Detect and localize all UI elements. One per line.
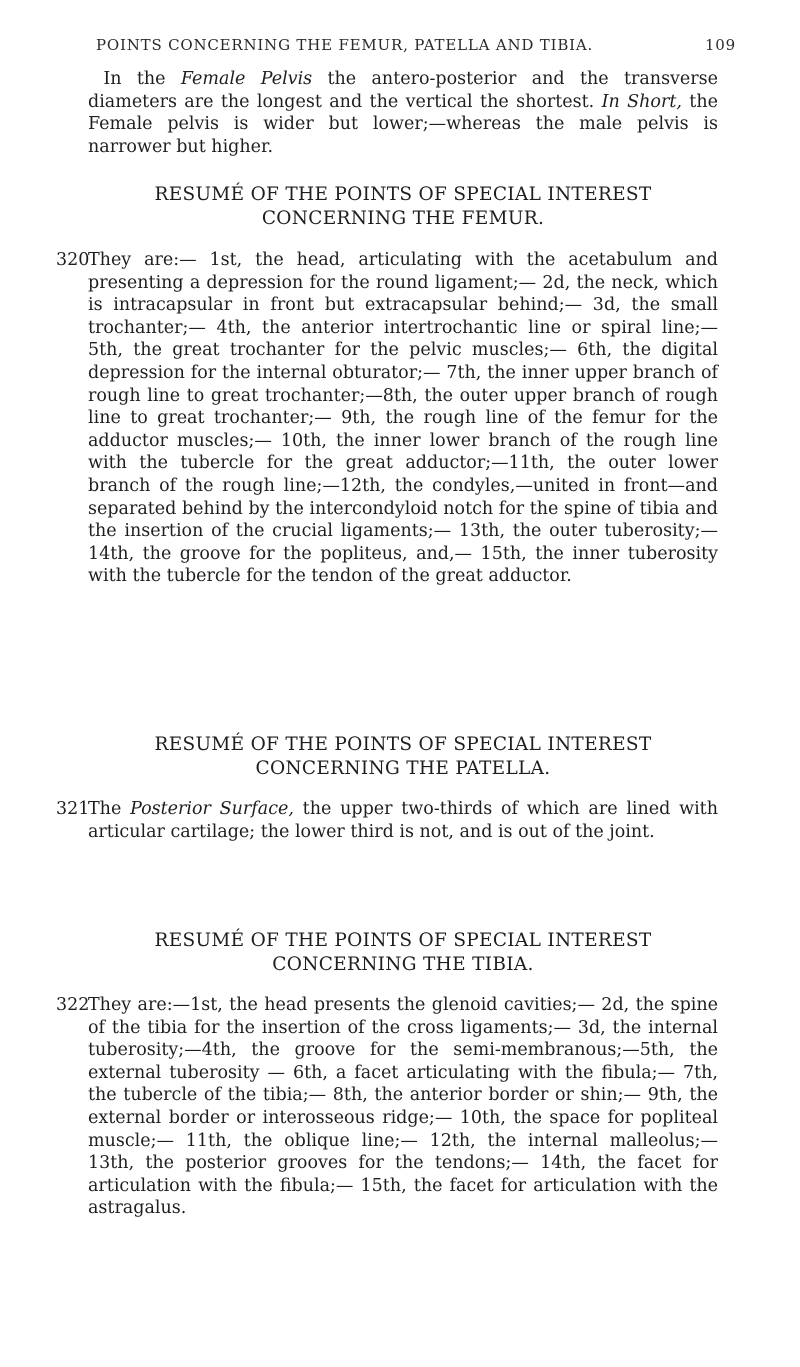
heading-tibia-line2: CONCERNING THE TIBIA. [272,954,534,975]
section-number-321: 321 [56,799,90,819]
heading-tibia [88,929,718,977]
heading-patella-line1: RESUMÉ OF THE POINTS OF SPECIAL INTEREST [154,734,652,755]
section-322 [56,994,718,1220]
running-head [96,36,736,54]
heading-femur-line1: RESUMÉ OF THE POINTS OF SPECIAL INTEREST [154,184,652,205]
section-320 [56,249,718,588]
intro-text-c: the Female pelvis is wider but lower;—whereas the male pelvis is narrower but higher. [88,91,718,157]
intro-sentence-female-pelvis [88,68,718,158]
intro-italic-female-pelvis: Female Pelvis [180,69,313,89]
section-321-text-a: The [88,799,131,819]
heading-tibia-line1: RESUMÉ OF THE POINTS OF SPECIAL INTEREST [154,930,652,951]
section-number-322: 322 [56,995,90,1015]
section-321-italic: Posterior Surface, [130,799,294,819]
intro-text-a: In the [103,69,181,89]
section-number-320: 320 [56,250,90,270]
section-321 [56,798,718,843]
heading-patella-line2: CONCERNING THE PATELLA. [255,758,551,779]
heading-patella [88,733,718,781]
section-320-text: They are:— 1st, the head, articulating with the acetabulum and presenting a depression for the round ligament;— 2d, the neck, which is intracapsular in front but extracapsular behind;— 3d, the small trochanter;— 4th, the anterior intertrochantic line or spiral line;— 5th, the great trochanter for the pelvic muscles;— 6th, the digital depression for the internal obturator;— 7th, the inner upper branch of rough line to great trochanter;—8th, the outer upper branch of rough line to great trochanter;— 9th, the rough line of the femur for the adductor muscles;— 10th, the inner lower branch of the rough line with the tubercle for the great adductor;—11th, the outer lower branch of the rough line;—12th, the condyles,—united in front—and separated behind by the intercondyloid notch for the spine of tibia and the insertion of the crucial ligaments;— 13th, the outer tuberosity;— 14th, the groove for the popliteus, and,— 15th, the inner tuberosity with the tubercle for the tendon of the great adductor. [88,250,718,587]
page-number: 109 [704,36,736,54]
running-head-title: POINTS CONCERNING THE FEMUR, PATELLA AND TIBIA. [96,36,594,54]
section-321-text-b: the upper two-thirds of which are lined with articular cartilage; the lower third is not, and is out of the joint. [88,799,718,842]
intro-italic-in-short: In Short, [601,91,682,112]
heading-femur [88,183,718,231]
section-321-text [88,798,718,843]
intro-text-b: the antero-posterior and the transverse diameters are the longest and the vertical the shortest. [88,69,718,112]
heading-femur-line2: CONCERNING THE FEMUR. [261,208,545,229]
intro-paragraph [88,68,718,158]
section-322-text: They are:—1st, the head presents the glenoid cavities;— 2d, the spine of the tibia for the insertion of the cross ligaments;— 3d, the internal tuberosity;—4th, the groove for the semi-membranous;—5th, the external tuberosity — 6th, a facet articulating with the fibula;— 7th, the tubercle of the tibia;— 8th, the anterior border or shin;— 9th, the external border or interosseous ridge;— 10th, the space for popliteal muscle;— 11th, the oblique line;— 12th, the internal malleolus;— 13th, the posterior grooves for the tendons;— 14th, the facet for articulation with the fibula;— 15th, the facet for articulation with the astragalus. [88,995,718,1219]
